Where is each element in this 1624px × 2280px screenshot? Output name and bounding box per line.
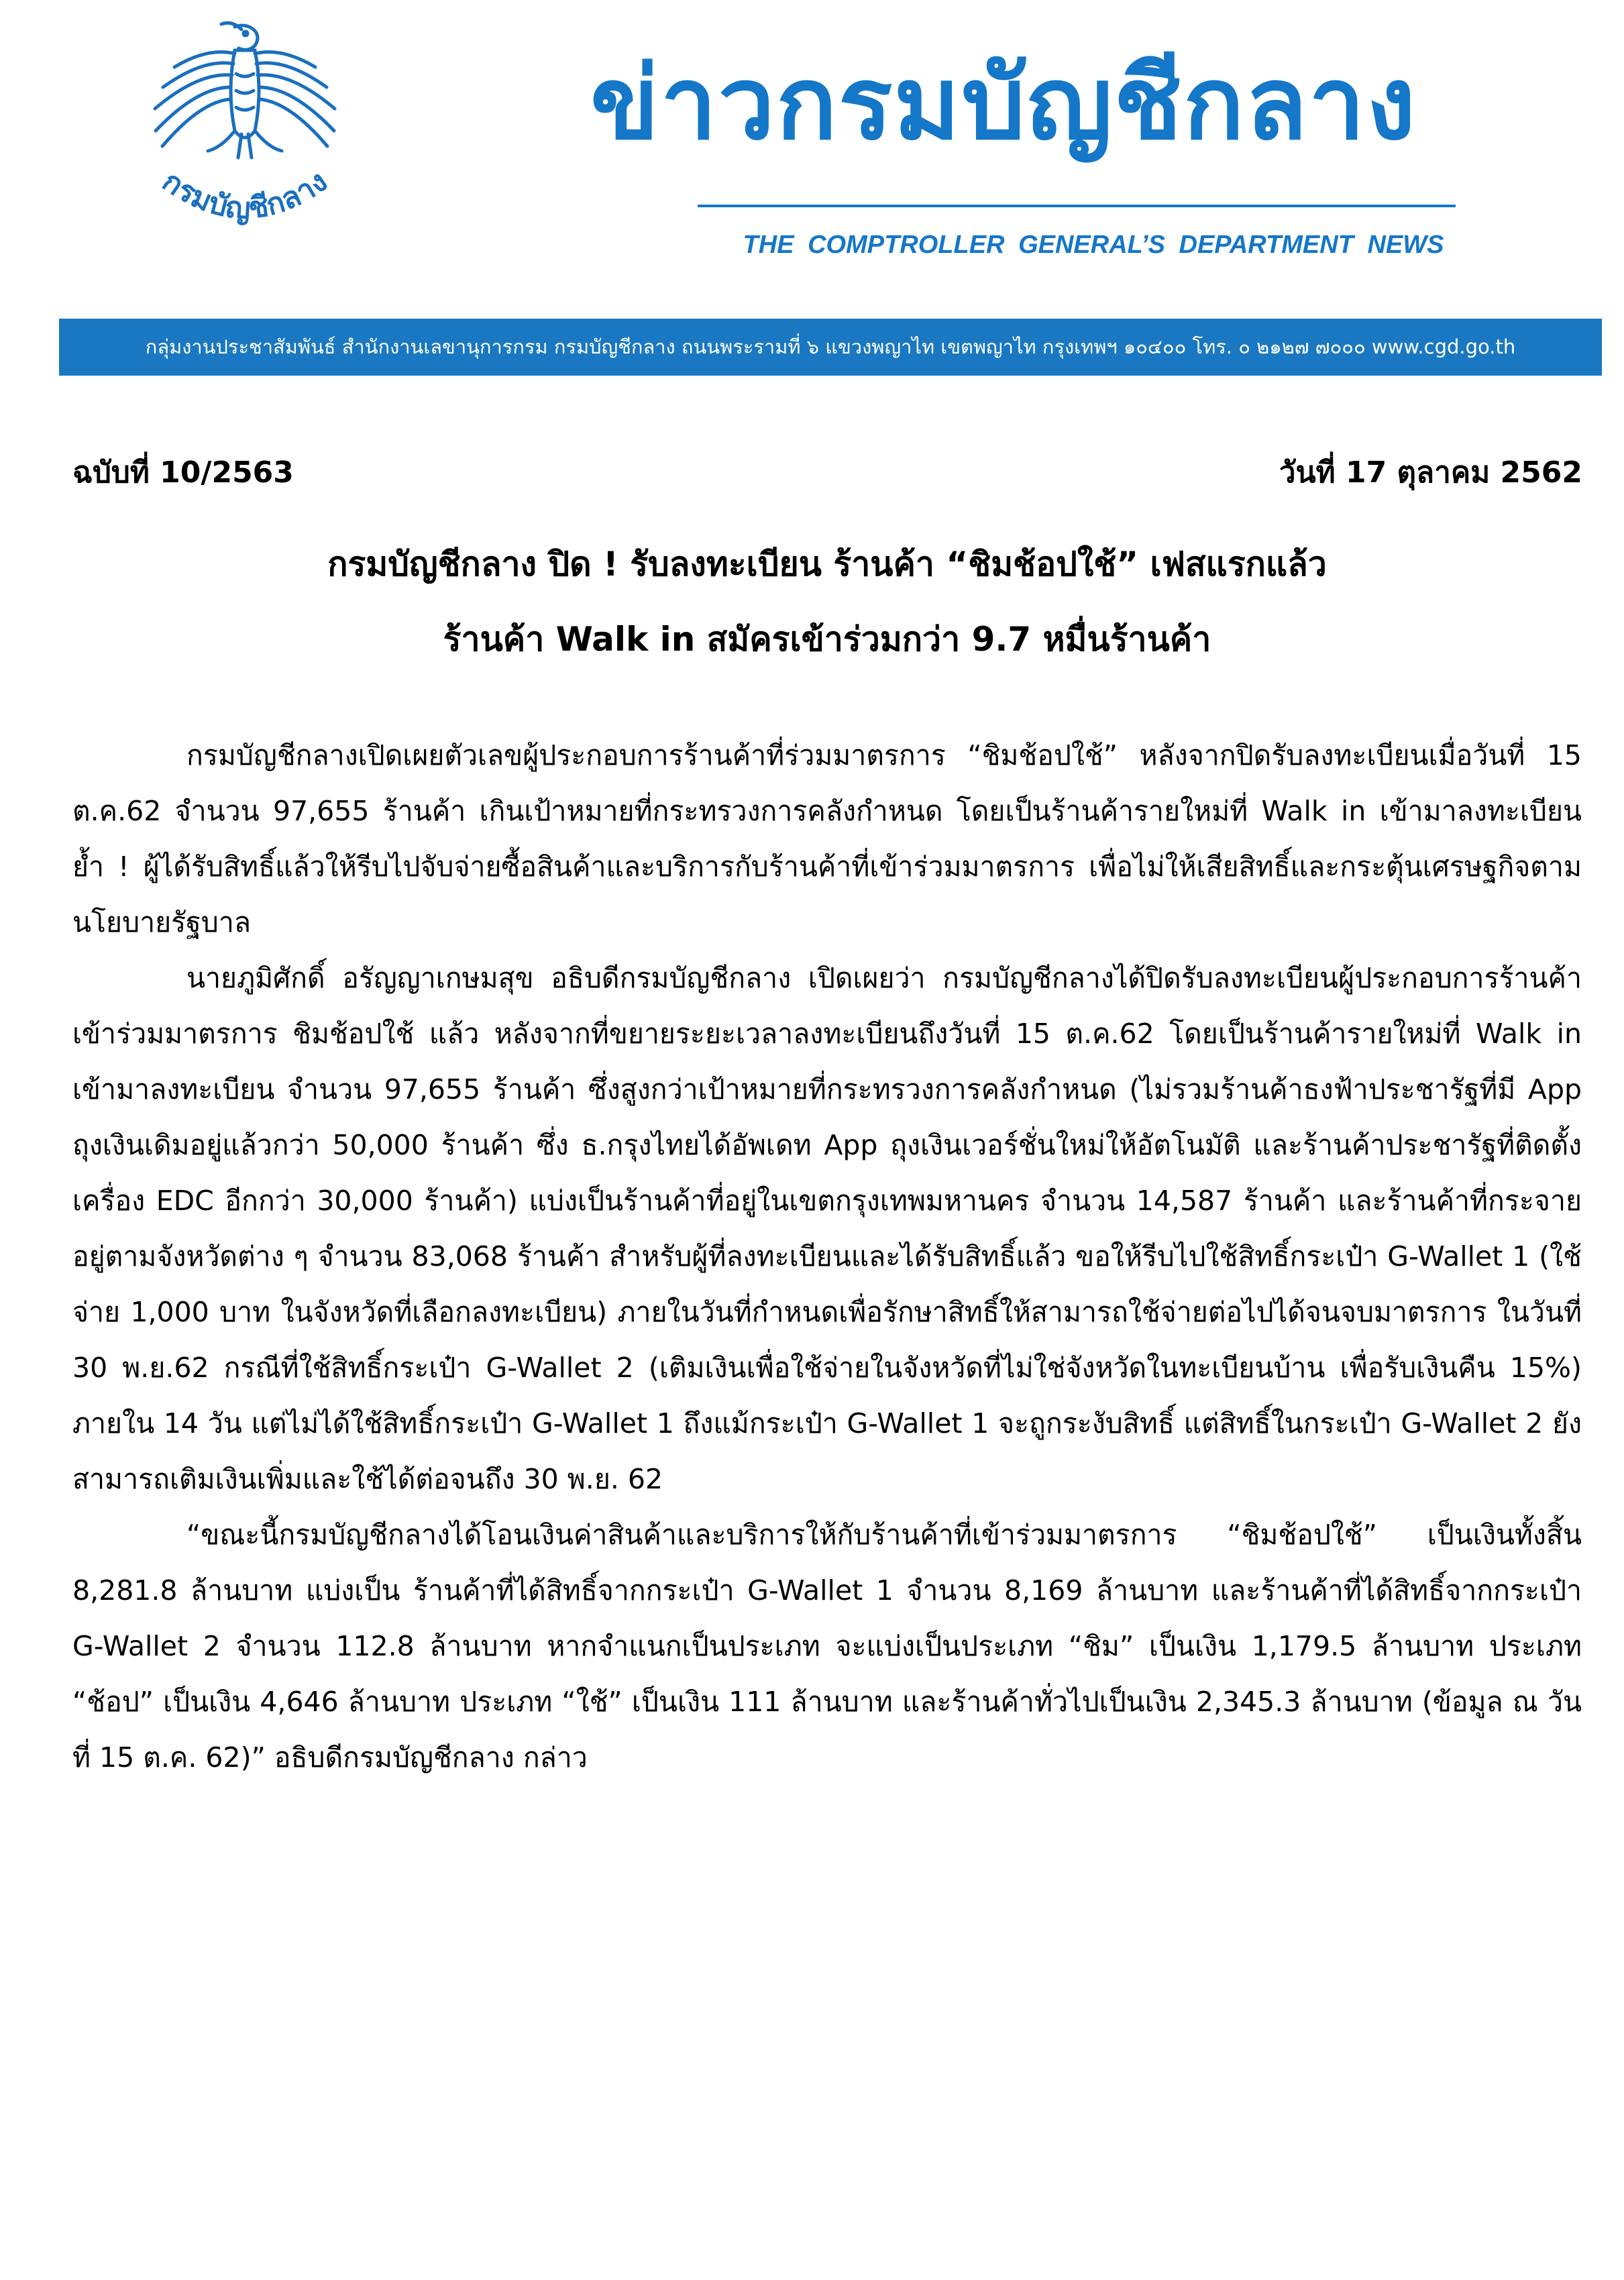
- paragraph-1: กรมบัญชีกลางเปิดเผยตัวเลขผู้ประกอบการร้านค้าที่ร่วมมาตรการ “ชิมช้อปใช้” หลังจากปิดรับลงทะเบียนเมื่อวันที่ 15 ต.ค.62 จำนวน 97,655 ร้านค้า เกินเป้าหมายที่กระทรวงการคลังกำหนด โดยเป็นร้านค้ารายใหม่ที่ Walk in เข้ามาลงทะเบียน ย้ำ ! ผู้ได้รับสิทธิ์แล้วให้รีบไปจับจ่ายซื้อสินค้าและบริการกับร้านค้าที่เข้าร่วมมาตรการ เพื่อไม่ให้เสียสิทธิ์และกระตุ้นเศรษฐกิจตามนโยบายรัฐบาล: [72, 739, 1582, 938]
- masthead-subtitle: THE COMPTROLLER GENERAL’S DEPARTMENT NEWS: [743, 231, 1444, 259]
- headline-line-1: กรมบัญชีกลาง ปิด ! รับลงทะเบียน ร้านค้า “ชิมช้อปใช้” เฟสแรกแล้ว: [327, 545, 1327, 584]
- issue-date: วันที่ 17 ตุลาคม 2562: [1279, 455, 1582, 490]
- issue-number: ฉบับที่ 10/2563: [72, 455, 294, 490]
- contact-info-bar: กลุ่มงานประชาสัมพันธ์ สำนักงานเลขานุการกรม กรมบัญชีกลาง ถนนพระรามที่ ๖ แขวงพญาไท เขตพญาไท กรุงเทพฯ ๑๐๔๐๐ โทร. ๐ ๒๑๒๗ ๗๐๐๐ www.cgd.go.th: [59, 319, 1602, 376]
- logo-caption: กรมบัญชีกลาง: [156, 164, 334, 226]
- headline-line-2: ร้านค้า Walk in สมัครเข้าร่วมกว่า 9.7 หมื่นร้านค้า: [443, 620, 1211, 659]
- department-logo: [134, 13, 356, 262]
- paragraph-2: นายภูมิศักดิ์ อรัญญาเกษมสุข อธิบดีกรมบัญชีกลาง เปิดเผยว่า กรมบัญชีกลางได้ปิดรับลงทะเบียนผู้ประกอบการร้านค้า เข้าร่วมมาตรการ ชิมช้อปใช้ แล้ว หลังจากที่ขยายระยะเวลาลงทะเบียนถึงวันที่ 15 ต.ค.62 โดยเป็นร้านค้ารายใหม่ที่ Walk in เข้ามาลงทะเบียน จำนวน 97,655 ร้านค้า ซึ่งสูงกว่าเป้าหมายที่กระทรวงการคลังกำหนด (ไม่รวมร้านค้าธงฟ้าประชารัฐที่มี App ถุงเงินเดิมอยู่แล้วกว่า 50,000 ร้านค้า ซึ่ง ธ.กรุงไทยได้อัพเดท App ถุงเงินเวอร์ชั่นใหม่ให้อัตโนมัติ และร้านค้าประชารัฐที่ติดตั้งเครื่อง EDC อีกกว่า 30,000 ร้านค้า) แบ่งเป็นร้านค้าที่อยู่ในเขตกรุงเทพมหานคร จำนวน 14,587 ร้านค้า และร้านค้าที่กระจายอยู่ตามจังหวัดต่าง ๆ จำนวน 83,068 ร้านค้า สำหรับผู้ที่ลงทะเบียนและได้รับสิทธิ์แล้ว ขอให้รีบไปใช้สิทธิ์กระเป๋า G-Wallet 1 (ใช้จ่าย 1,000 บาท ในจังหวัดที่เลือกลงทะเบียน) ภายในวันที่กำหนดเพื่อรักษาสิทธิ์ให้สามารถใช้จ่ายต่อไปได้จนจบมาตรการ ในวันที่ 30 พ.ย.62 กรณีที่ใช้สิทธิ์กระเป๋า G-Wallet 2 (เติมเงินเพื่อใช้จ่ายในจังหวัดที่ไม่ใช่จังหวัดในทะเบียนบ้าน เพื่อรับเงินคืน 15%) ภายใน 14 วัน แต่ไม่ได้ใช้สิทธิ์กระเป๋า G-Wallet 1 ถึงแม้กระเป๋า G-Wallet 1 จะถูกระงับสิทธิ์ แต่สิทธิ์ในกระเป๋า G-Wallet 2 ยังสามารถเติมเงินเพิ่มและใช้ได้ต่อจนถึง 30 พ.ย. 62: [72, 962, 1582, 1495]
- masthead-title: ข่าวกรมบัญชีกลาง: [590, 46, 1417, 162]
- svg-text:กรมบัญชีกลาง: [156, 164, 334, 226]
- paragraph-3: “ขณะนี้กรมบัญชีกลางได้โอนเงินค่าสินค้าและบริการให้กับร้านค้าที่เข้าร่วมมาตรการ “ชิมช้อปใช้” เป็นเงินทั้งสิ้น 8,281.8 ล้านบาท แบ่งเป็น ร้านค้าที่ได้สิทธิ์จากกระเป๋า G-Wallet 1 จำนวน 8,169 ล้านบาท และร้านค้าที่ได้สิทธิ์จากกระเป๋า G-Wallet 2 จำนวน 112.8 ล้านบาท หากจำแนกเป็นประเภท จะแบ่งเป็นประเภท “ชิม” เป็นเงิน 1,179.5 ล้านบาท ประเภท “ช้อป” เป็นเงิน 4,646 ล้านบาท ประเภท “ใช้” เป็นเงิน 111 ล้านบาท และร้านค้าทั่วไปเป็นเงิน 2,345.3 ล้านบาท (ข้อมูล ณ วันที่ 15 ต.ค. 62)” อธิบดีกรมบัญชีกลาง กล่าว: [72, 1519, 1582, 1774]
- article-body: [72, 728, 1582, 1786]
- masthead-rule: [698, 205, 1456, 207]
